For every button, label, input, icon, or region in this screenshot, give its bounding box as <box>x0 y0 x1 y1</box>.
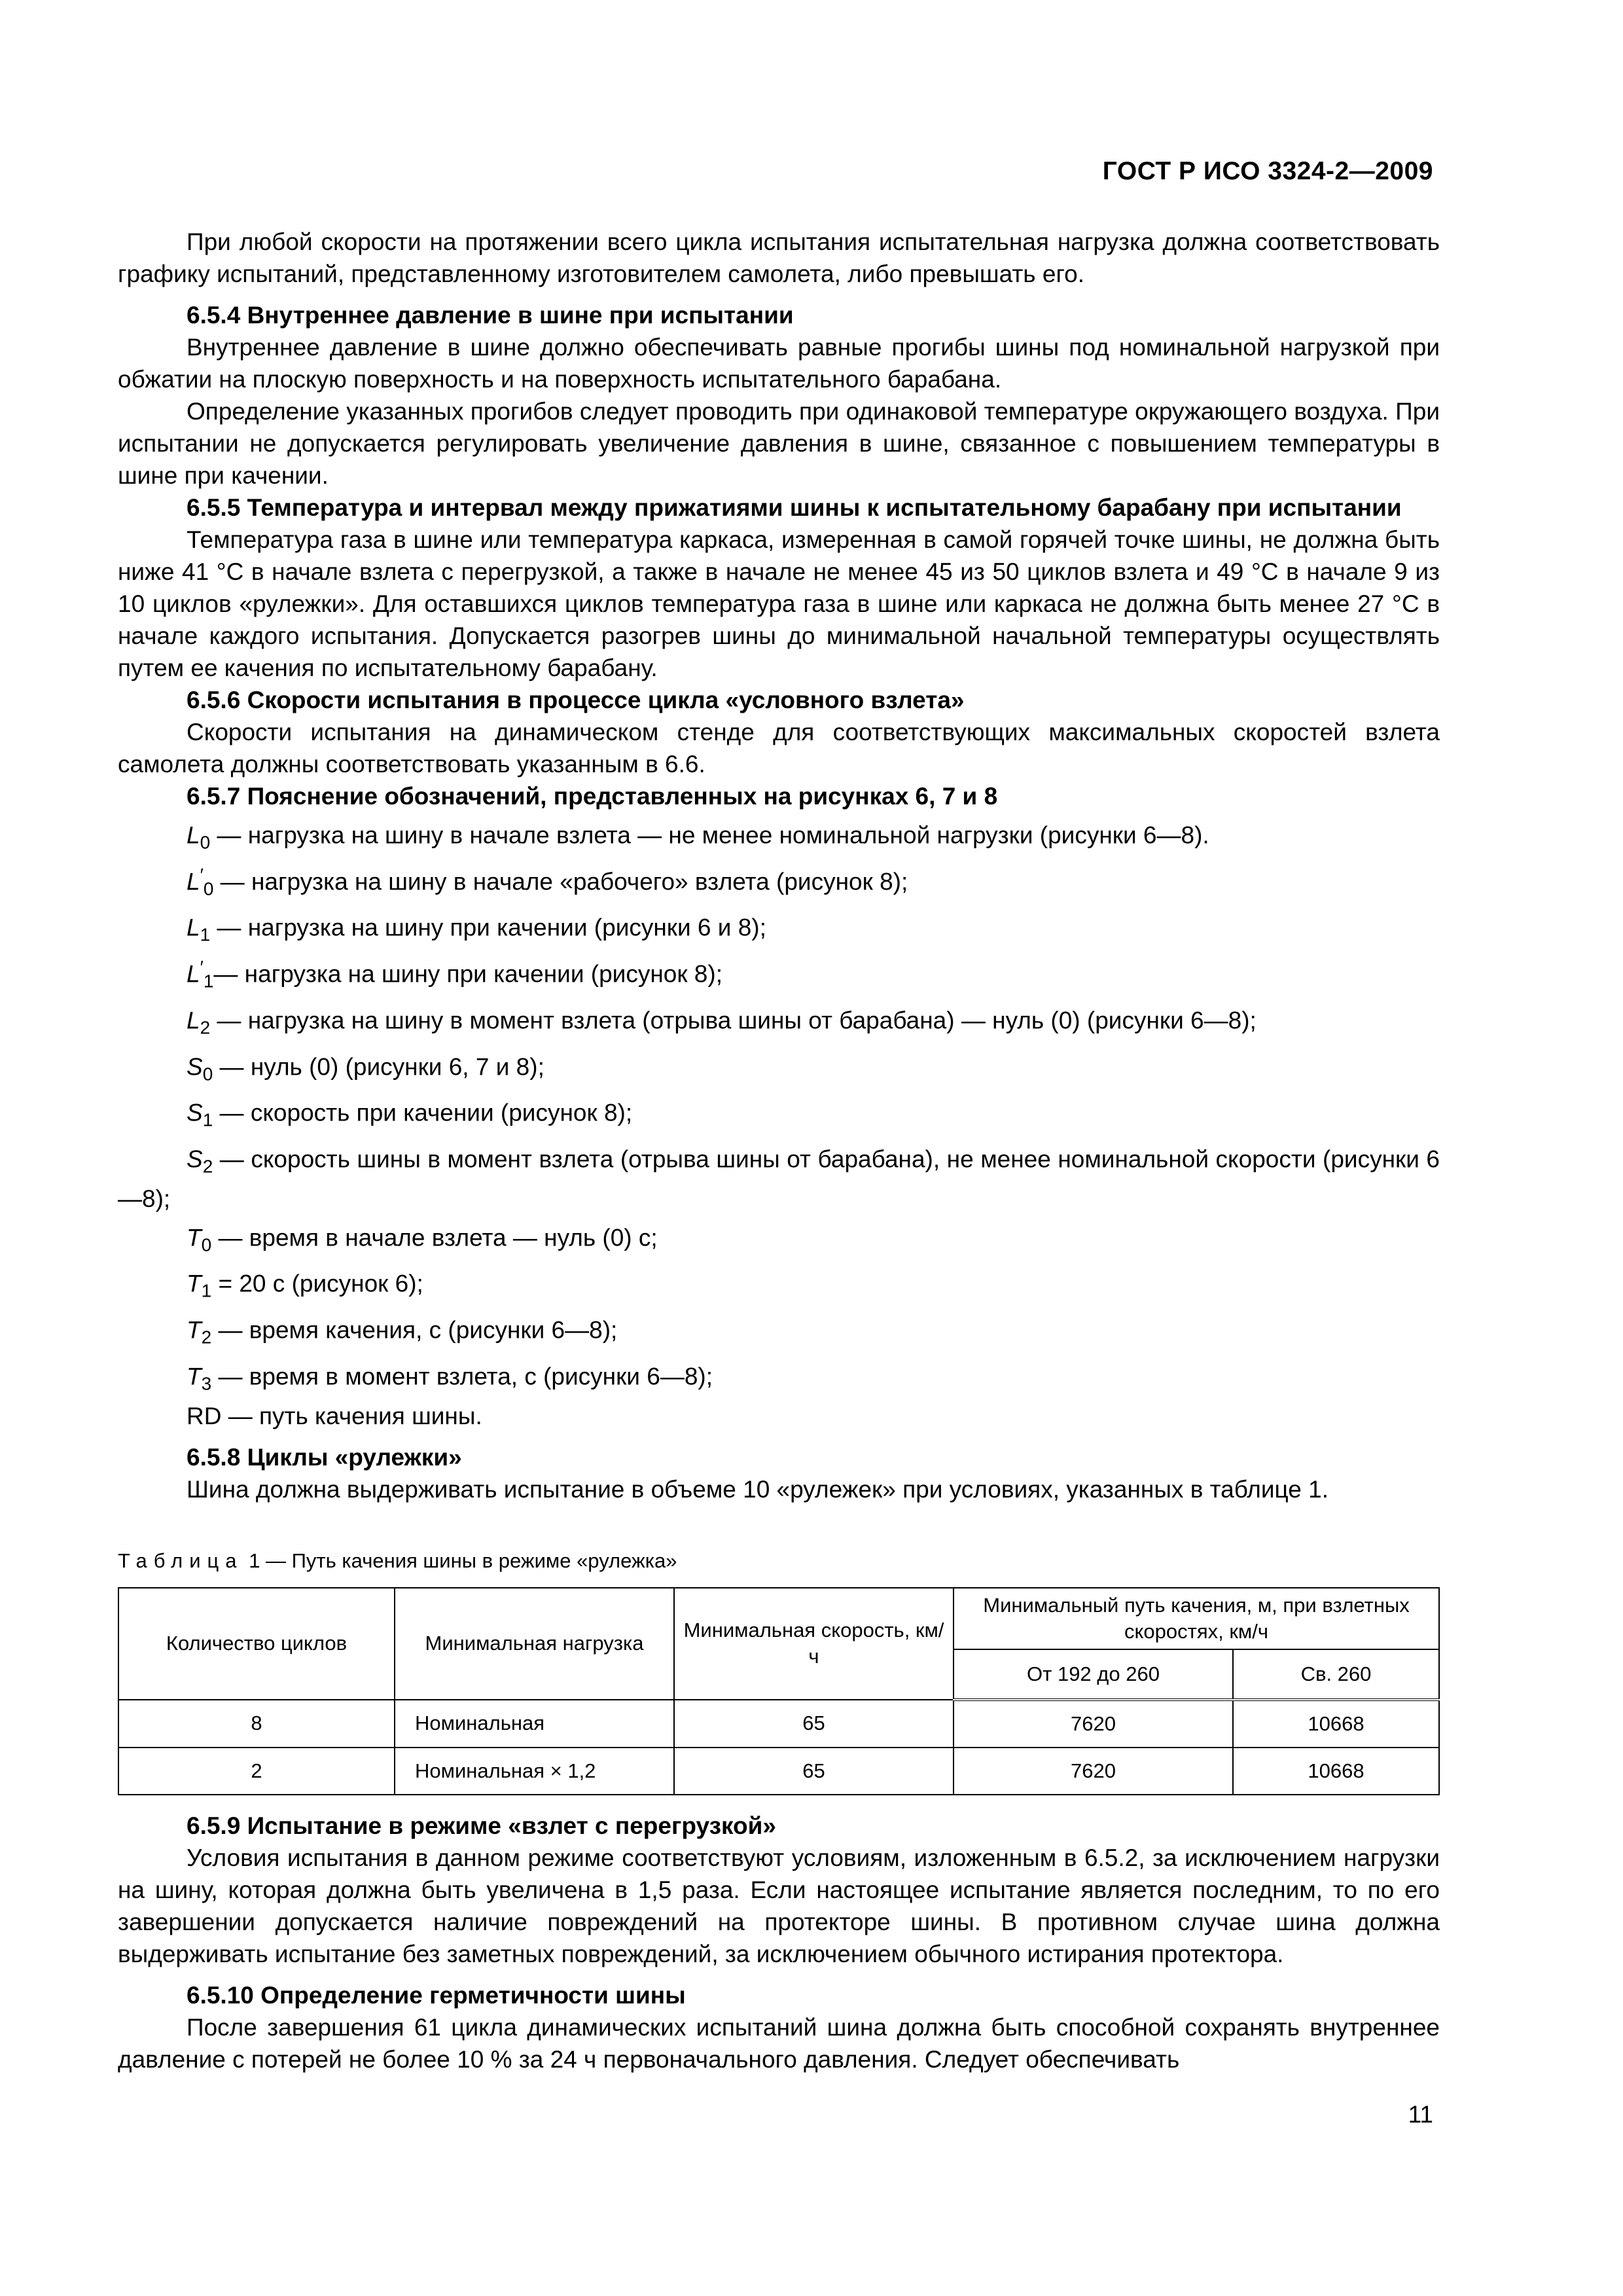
symbol-definitions-list <box>118 812 1440 1400</box>
table-cell-speed: 65 <box>674 1700 954 1748</box>
column-header-min-speed: Минимальная скорость, км/ч <box>674 1588 954 1700</box>
symbol-definition <box>187 1044 1440 1090</box>
symbol-definition <box>187 1215 1440 1261</box>
section-heading-6-5-4: 6.5.4 Внутреннее давление в шине при испытании <box>187 302 794 329</box>
symbol-subscript: 1 <box>200 925 211 946</box>
symbol-subscript: 0 <box>200 832 211 853</box>
symbol-definition <box>187 997 1440 1044</box>
table-row <box>118 1748 1439 1795</box>
column-header-range-192-260: От 192 до 260 <box>954 1649 1233 1700</box>
symbol-letter: S <box>187 1099 203 1126</box>
symbol-definition <box>118 1136 1440 1215</box>
page-number: 11 <box>1408 2101 1433 2128</box>
column-header-min-load: Минимальная нагрузка <box>395 1588 674 1700</box>
symbol-letter: L <box>187 960 200 988</box>
symbol-description: — скорость шины в момент взлета (отрыва шины от барабана), не менее номинальной скорости (рисунки 6—8); <box>118 1145 1440 1212</box>
section-heading-6-5-8: 6.5.8 Циклы «рулежки» <box>187 1443 462 1471</box>
symbol-definition <box>187 951 1440 997</box>
symbol-subscript: 2 <box>200 1017 211 1038</box>
symbol-description: — скорость при качении (рисунок 8); <box>213 1099 633 1126</box>
symbol-subscript: 2 <box>202 1156 213 1177</box>
symbol-description: — нагрузка на шину в начале «рабочего» взлета (рисунок 8); <box>213 868 908 895</box>
symbol-description: — нагрузка на шину при качении (рисунок 8); <box>213 960 722 988</box>
symbol-definition <box>187 1307 1440 1354</box>
table-caption <box>118 1545 1440 1577</box>
symbol-definition <box>187 1261 1440 1307</box>
symbol-letter: L <box>187 1007 200 1034</box>
symbol-subscript: 1 <box>202 1110 213 1131</box>
symbol-definition <box>187 1090 1440 1136</box>
symbol-letter: T <box>187 1224 202 1251</box>
paragraph-6-5-8: Шина должна выдерживать испытание в объеме 10 «рулежек» при условиях, указанных в таблице 1. <box>187 1475 1329 1503</box>
symbol-description: = 20 с (рисунок 6); <box>211 1270 423 1297</box>
symbol-subscript: 1 <box>203 971 214 992</box>
section-heading-6-5-9: 6.5.9 Испытание в режиме «взлет с перегрузкой» <box>187 1812 776 1839</box>
symbol-letter: L <box>187 914 200 941</box>
symbol-subscript: 0 <box>201 1234 212 1255</box>
table-cell-path-a: 7620 <box>954 1748 1233 1795</box>
table-cell-path-b: 10668 <box>1233 1748 1439 1795</box>
document-body <box>118 226 1440 2075</box>
column-header-min-path: Минимальный путь качения, м, при взлетных скоростях, км/ч <box>954 1588 1439 1649</box>
column-header-cycles: Количество циклов <box>118 1588 395 1700</box>
symbol-letter: T <box>187 1316 202 1344</box>
table-cell-speed: 65 <box>674 1748 954 1795</box>
paragraph-6-5-10: После завершения 61 цикла динамических испытаний шина должна быть способной сохранять внутреннее давление с потерей не более 10 % за 24 ч первоначального давления. Следует обеспечивать <box>118 2013 1440 2073</box>
paragraph-6-5-9: Условия испытания в данном режиме соответствуют условиям, изложенным в 6.5.2, за исключением нагрузки на шину, которая должна быть увеличена в 1,5 раза. Если настоящее испытание является последним, то по его завершении допускается наличие повреждений на протекторе шины. В противном случае шина должна выдерживать испытание без заметных повреждений, за исключением обычного истирания протектора. <box>118 1844 1440 1967</box>
table-cell-path-a: 7620 <box>954 1700 1233 1748</box>
symbol-subscript: 0 <box>203 878 214 899</box>
symbol-letter: T <box>187 1363 202 1390</box>
symbol-subscript: 0 <box>202 1064 213 1085</box>
symbol-letter: S <box>187 1145 203 1173</box>
symbol-description: — нагрузка на шину при качении (рисунки 6 и 8); <box>210 914 766 941</box>
symbol-prime: ′ <box>200 864 204 885</box>
section-heading-6-5-10: 6.5.10 Определение герметичности шины <box>187 1981 686 2009</box>
paragraph-intro: При любой скорости на протяжении всего цикла испытания испытательная нагрузка должна соответствовать графику испытаний, представленному изготовителем самолета, либо превышать его. <box>118 228 1440 287</box>
table-cell-cycles: 8 <box>118 1700 395 1748</box>
symbol-prime: ′ <box>200 957 204 978</box>
symbol-description: — время в момент взлета, с (рисунки 6—8); <box>211 1363 713 1390</box>
table-caption-label: Таблица <box>118 1549 243 1572</box>
symbol-letter: T <box>187 1270 202 1297</box>
symbol-definition <box>187 1354 1440 1400</box>
paragraph-6-5-6: Скорости испытания на динамическом стенде для соответствующих максимальных скоростей взлета самолета должны соответствовать указанным в 6.6. <box>118 719 1440 778</box>
document-header: ГОСТ Р ИСО 3324-2—2009 <box>1102 157 1433 185</box>
symbol-subscript: 2 <box>201 1327 212 1348</box>
symbol-letter: L <box>187 868 200 895</box>
paragraph-6-5-4-a: Внутреннее давление в шине должно обеспечивать равные прогибы шины под номинальной нагрузкой при обжатии на плоскую поверхность и на поверхность испытательного барабана. <box>118 334 1440 393</box>
symbol-description: — нуль (0) (рисунки 6, 7 и 8); <box>213 1052 544 1080</box>
section-heading-6-5-6: 6.5.6 Скорости испытания в процессе цикла «условного взлета» <box>187 687 965 713</box>
symbol-definition <box>187 812 1440 859</box>
paragraph-6-5-5: Температура газа в шине или температура каркаса, измеренная в самой горячей точке шины, не должна быть ниже 41 °С в начале взлета с перегрузкой, а также в начале не менее 45 из 50 циклов взлета и 49 °С в начале 9 из 10 циклов «рулежки». Для оставшихся циклов температура газа в шине или каркаса не должна быть менее 27 °С в начале каждого испытания. Допускается разогрев шины до минимальной начальной температуры осуществлять путем ее качения по испытательному барабану. <box>118 526 1440 681</box>
paragraph-6-5-4-b: Определение указанных прогибов следует проводить при одинаковой температуре окружающего воздуха. При испытании не допускается регулировать увеличение давления в шине, связанное с повышением температуры в шине при качении. <box>118 398 1440 489</box>
table-row <box>118 1700 1439 1748</box>
symbol-definition-rd: RD — путь качения шины. <box>187 1402 482 1429</box>
section-heading-6-5-7: 6.5.7 Пояснение обозначений, представленных на рисунках 6, 7 и 8 <box>187 783 998 810</box>
table-cell-path-b: 10668 <box>1233 1700 1439 1748</box>
symbol-subscript: 3 <box>201 1373 212 1394</box>
column-header-range-over-260: Св. 260 <box>1233 1649 1439 1700</box>
table-cell-load: Номинальная × 1,2 <box>395 1748 674 1795</box>
symbol-description: — нагрузка на шину в начале взлета — не менее номинальной нагрузки (рисунки 6—8). <box>210 821 1209 849</box>
symbol-letter: L <box>187 821 200 849</box>
table-1-taxi-rolling-path <box>118 1587 1440 1795</box>
section-heading-6-5-5: 6.5.5 Температура и интервал между прижатиями шины к испытательному барабану при испытании <box>187 494 1402 521</box>
table-cell-cycles: 2 <box>118 1748 395 1795</box>
symbol-subscript: 1 <box>201 1281 212 1302</box>
symbol-definition <box>187 859 1440 905</box>
symbol-letter: S <box>187 1052 203 1080</box>
table-cell-load: Номинальная <box>395 1700 674 1748</box>
symbol-description: — нагрузка на шину в момент взлета (отрыва шины от барабана) — нуль (0) (рисунки 6—8); <box>210 1007 1257 1034</box>
symbol-description: — время в начале взлета — нуль (0) с; <box>211 1224 658 1251</box>
table-caption-text: 1 — Путь качения шины в режиме «рулежка» <box>249 1549 677 1572</box>
symbol-description: — время качения, с (рисунки 6—8); <box>211 1316 618 1344</box>
symbol-definition <box>187 905 1440 951</box>
